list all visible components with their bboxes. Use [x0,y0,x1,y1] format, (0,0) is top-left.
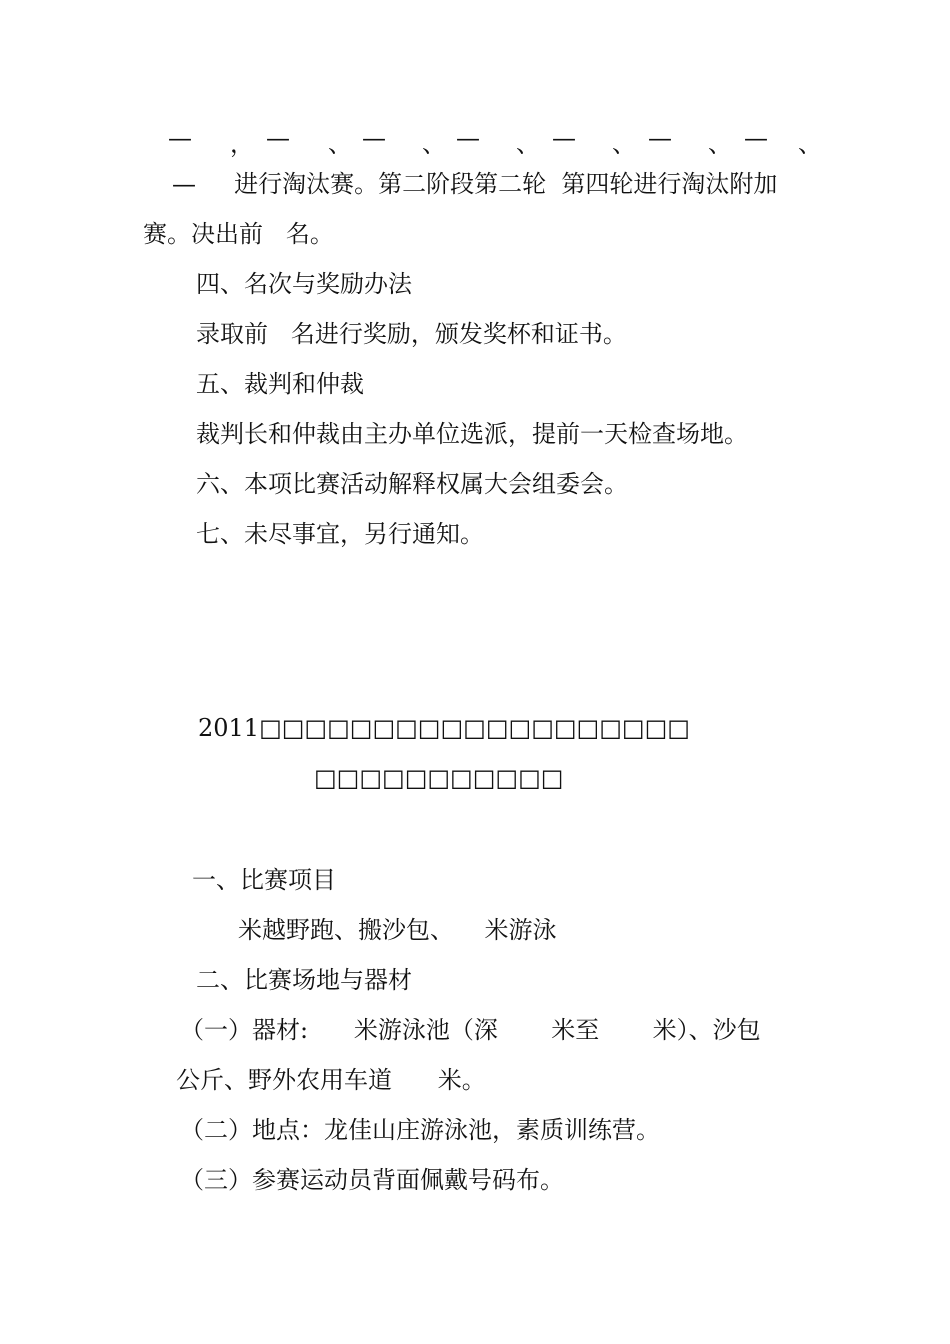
dash-mark: — [168,124,192,152]
section-heading: 五、裁判和仲裁 [196,370,364,398]
comma-mark: 、 [328,130,352,158]
paragraph-line: （一）器材: 米游泳池（深 米至 米）、沙包 [180,1016,761,1044]
dash-mark: — [456,124,480,152]
comma-mark: 、 [422,130,446,158]
section-heading: 二、比赛场地与器材 [196,966,412,994]
dash-mark: — [744,124,768,152]
paragraph-line: （三）参赛运动员背面佩戴号码布。 [180,1166,564,1194]
doc-title-line: □□□□□□□□□□□ [314,764,564,792]
paragraph-line: 赛。决出前 名。 [143,220,334,248]
dash-row [168,124,822,158]
section-heading: 四、名次与奖励办法 [196,270,412,298]
paragraph-line: 公斤、野外农用车道 米。 [176,1066,486,1094]
section-heading: 一、比赛项目 [192,866,336,894]
comma-mark: ， [230,130,254,158]
comma-mark: 、 [798,130,822,158]
paragraph-line: 七、未尽事宜，另行通知。 [196,520,484,548]
paragraph-line: 六、本项比赛活动解释权属大会组委会。 [196,470,628,498]
dash-mark: — [552,124,576,152]
doc-title-line: 2011□□□□□□□□□□□□□□□□□□□ [198,714,690,742]
paragraph-line: 裁判长和仲裁由主办单位选派，提前一天检查场地。 [196,420,748,448]
dash-mark: — [266,124,290,152]
comma-mark: 、 [612,130,636,158]
paragraph-line: （二）地点：龙佳山庄游泳池，素质训练营。 [180,1116,660,1144]
paragraph-line: 米越野跑、搬沙包、 米游泳 [238,916,557,944]
comma-mark: 、 [516,130,540,158]
dash-mark: — [648,124,672,152]
paragraph-line: 录取前 名进行奖励，颁发奖杯和证书。 [196,320,627,348]
comma-mark: 、 [708,130,732,158]
dash-mark: — [362,124,386,152]
paragraph-line: — 进行淘汰赛。第二阶段第二轮 第四轮进行淘汰附加 [172,170,778,198]
